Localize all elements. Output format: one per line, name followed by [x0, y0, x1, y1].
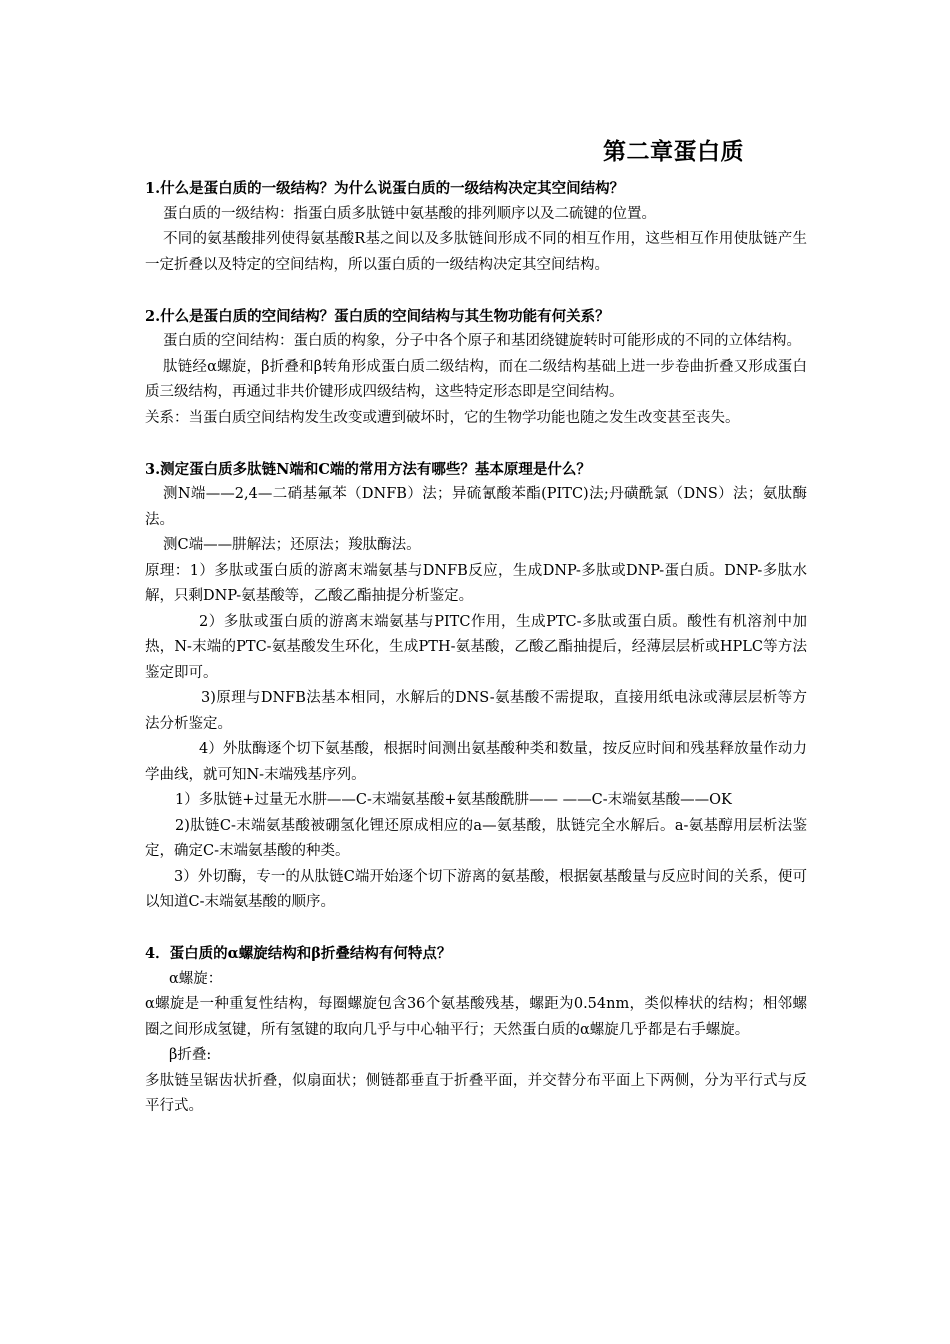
- section-3-paragraph: 3)原理与DNFB法基本相同，水解后的DNS-氨基酸不需提取，直接用纸电泳或薄层层析等方法分析鉴定。: [145, 690, 807, 732]
- section-3-paragraph: 测C端——肼解法；还原法；羧肽酶法。: [163, 537, 421, 553]
- section-3-paragraph: 4）外肽酶逐个切下氨基酸，根据时间测出氨基酸种类和数量，按反应时间和残基释放量作动力学曲线，就可知N-末端残基序列。: [145, 741, 807, 783]
- section-2-paragraph: 蛋白质的空间结构：蛋白质的构象，分子中各个原子和基团绕键旋转时可能形成的不同的立体结构。: [163, 333, 801, 349]
- section-1-paragraph: 蛋白质的一级结构：指蛋白质多肽链中氨基酸的排列顺序以及二硫键的位置。: [163, 205, 656, 222]
- question-2-heading: 2.什么是蛋白质的空间结构？蛋白质的空间结构与其生物功能有何关系？: [145, 307, 610, 325]
- question-3-heading: 3.测定蛋白质多肽链N端和C端的常用方法有哪些？基本原理是什么？: [145, 460, 591, 478]
- document-body: [145, 176, 807, 1120]
- section-3-paragraph: 3）外切酶，专一的从肽链C端开始逐个切下游离的氨基酸，根据氨基酸量与反应时间的关系，便可以知道C-末端氨基酸的顺序。: [145, 868, 807, 910]
- section-spacer: [145, 431, 807, 457]
- section-3-paragraph: 原理：1）多肽或蛋白质的游离末端氨基与DNFB反应，生成DNP-多肽或DNP-蛋白质。DNP-多肽水解，只剩DNP-氨基酸等，乙酸乙酯抽提分析鉴定。: [145, 562, 807, 604]
- section-spacer: [145, 916, 807, 942]
- question-1-heading: 1.什么是蛋白质的一级结构？为什么说蛋白质的一级结构决定其空间结构？: [145, 180, 625, 197]
- section-1-paragraph: 不同的氨基酸排列使得氨基酸R基之间以及多肽链间形成不同的相互作用，这些相互作用使肽链产生一定折叠以及特定的空间结构，所以蛋白质的一级结构决定其空间结构。: [145, 231, 807, 273]
- section-4-paragraph: 多肽链呈锯齿状折叠，似扇面状；侧链都垂直于折叠平面，并交替分布平面上下两侧，分为平行式与反平行式。: [145, 1072, 807, 1114]
- section-3-paragraph: 2)肽链C-末端氨基酸被硼氢化锂还原成相应的a—氨基酸，肽链完全水解后。a-氨基醇用层析法鉴定，确定C-末端氨基酸的种类。: [145, 817, 807, 859]
- section-spacer: [145, 278, 807, 304]
- section-2-paragraph: 关系：当蛋白质空间结构发生改变或遭到破坏时，它的生物学功能也随之发生改变甚至丧失。: [145, 409, 740, 426]
- section-3-paragraph: 2）多肽或蛋白质的游离末端氨基与PITC作用，生成PTC-多肽或蛋白质。酸性有机溶剂中加热，N-末端的PTC-氨基酸发生环化，生成PTH-氨基酸，乙酸乙酯抽提后，经薄层层析或HPLC等方法鉴定即可。: [145, 613, 807, 681]
- question-4-heading: 4．蛋白质的α螺旋结构和β折叠结构有何特点？: [145, 945, 452, 962]
- section-3-paragraph: 1）多肽链+过量无水肼——C-末端氨基酸+氨基酸酰肼—— ——C-末端氨基酸——OK: [175, 792, 732, 808]
- section-3-paragraph: 测N端——2,4—二硝基氟苯（DNFB）法；异硫氰酸苯酯(PITC)法;丹磺酰氯（DNS）法；氨肽酶法。: [145, 486, 807, 528]
- section-2-paragraph: 肽链经α螺旋，β折叠和β转角形成蛋白质二级结构，而在二级结构基础上进一步卷曲折叠又形成蛋白质三级结构，再通过非共价键形成四级结构，这些特定形态即是空间结构。: [145, 358, 807, 400]
- chapter-title: 第二章蛋白质: [603, 139, 744, 165]
- section-4-paragraph: β折叠:: [169, 1047, 212, 1063]
- section-4-paragraph: α螺旋：: [169, 970, 223, 987]
- section-4-paragraph: α螺旋是一种重复性结构，每圈螺旋包含36个氨基酸残基，螺距为0.54nm，类似棒状的结构；相邻螺圈之间形成氢键，所有氢键的取向几乎与中心轴平行；天然蛋白质的α螺旋几乎都是右手螺旋。: [145, 996, 807, 1038]
